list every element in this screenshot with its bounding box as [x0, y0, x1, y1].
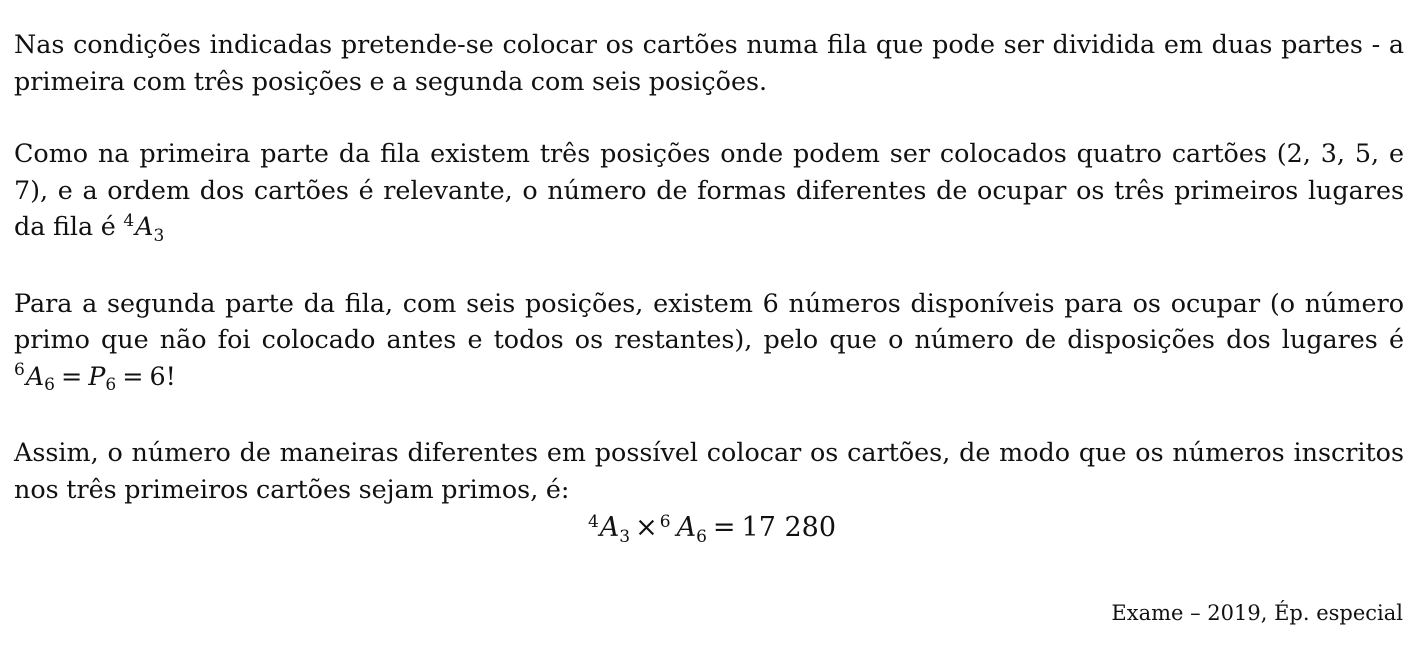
formula-p-symbol: P: [88, 360, 106, 391]
exam-source-citation: Exame – 2019, Ép. especial: [1111, 601, 1403, 625]
formula-a-pre-index: 6: [14, 360, 25, 381]
display-a-symbol: A: [599, 512, 620, 543]
display-result: 17 280: [741, 512, 837, 543]
equals-sign: =: [712, 512, 736, 543]
display-a-pre-index: 4: [587, 511, 599, 532]
formula-p-sub-index: 6: [105, 375, 117, 396]
paragraph-1: [14, 26, 1404, 99]
display-b-symbol: A: [676, 512, 697, 543]
formula-symbol: A: [135, 211, 154, 241]
arrangement-4-3-formula: [123, 210, 165, 246]
formula-a-symbol: A: [25, 360, 45, 391]
formula-a-sub-index: 6: [44, 375, 55, 396]
equals-sign: =: [61, 360, 83, 391]
solution-text: [14, 26, 1404, 507]
equals-sign: =: [122, 360, 144, 391]
paragraph-2-text: Como na primeira parte da fila existem três posições onde podem ser colocados quatro cartões (2, 3, 5, e 7), e a ordem dos cartões é relevante, o número de formas diferentes de ocupar os três primeiros lugares da fila é: [14, 138, 1404, 241]
display-b-pre-index: 6: [659, 511, 671, 532]
display-a-sub-index: 3: [619, 526, 631, 547]
formula-result: 6!: [149, 360, 176, 391]
paragraph-4: [14, 434, 1404, 507]
times-sign: ×: [635, 512, 658, 543]
paragraph-1-text: Nas condições indicadas pretende-se colocar os cartões numa fila que pode ser dividida em duas partes - a primeira com três posições e a segunda com seis posições.: [14, 29, 1404, 96]
display-equation: [0, 508, 1424, 551]
paragraph-3: [14, 285, 1404, 399]
permutation-formula: [14, 360, 176, 396]
formula-pre-index: 4: [123, 210, 135, 231]
paragraph-2: [14, 135, 1404, 249]
display-b-sub-index: 6: [696, 526, 707, 547]
paragraph-3-text: Para a segunda parte da fila, com seis posições, existem 6 números disponíveis para os ocupar (o número primo que não foi colocado antes e todos os restantes), pelo que o número de disposições dos lugares é: [14, 287, 1404, 354]
formula-sub-index: 3: [153, 225, 165, 246]
paragraph-4-text: Assim, o número de maneiras diferentes em possível colocar os cartões, de modo que os números inscritos nos três primeiros cartões sejam primos, é:: [14, 437, 1404, 504]
